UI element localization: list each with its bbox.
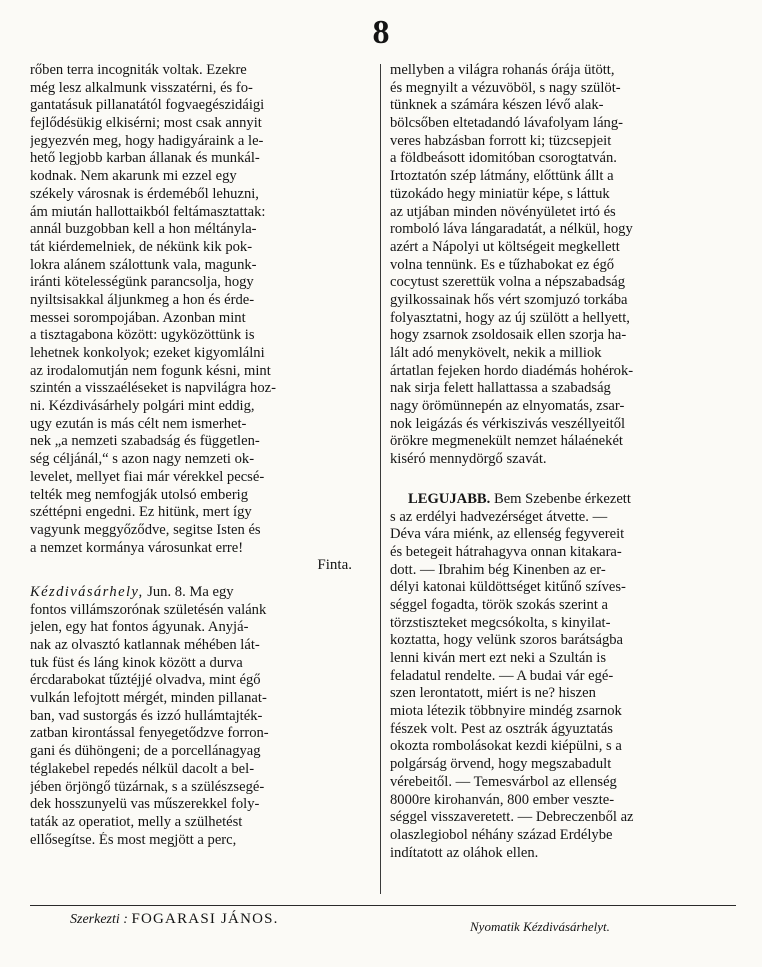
text-line: koztatta, hogy velünk szoros barátságba	[390, 632, 624, 649]
text-line: tünknek a számára készen lévő alak-	[390, 97, 604, 114]
text-line: 8000re kirohanván, 800 ember veszte-	[390, 791, 615, 808]
text-line: és megnyilt a vézuvöböl, s nagy szülöt-	[390, 79, 621, 96]
text-line: nak az olvasztó katlannak méhében lát-	[30, 637, 260, 653]
text-line: fészek volt. Pest az osztrák ágyuztatás	[390, 720, 613, 737]
news-heading: LEGUJABB.	[408, 490, 491, 507]
text-line: gantatásuk pillanatától fogvaegészidáigi	[30, 97, 265, 114]
text-line: ártatlan fejeken hordo diadémás hohérok-	[390, 362, 634, 379]
text-line: jelen, egy hat fontos ágyunak. Anyjá-	[30, 619, 249, 636]
text-line: ellősegítse. És most megjött a perc,	[30, 831, 237, 848]
text-line: polgárság örvend, hogy megszabadult	[390, 756, 612, 773]
text-line: délyi katonai küldöttséget kitűnő szíves-	[390, 579, 626, 596]
printer-credit: Nyomatik Kézdivásárhelyt.	[470, 919, 610, 934]
latest-news-section	[390, 491, 736, 862]
text-line: székely városnak is érdeméből lehuzni,	[30, 185, 259, 202]
text-line: ni. Kézdivásárhely polgári mint eddig,	[30, 398, 255, 415]
article-paragraph	[30, 62, 370, 557]
text-line: romboló láva lángaradatát, a nélkül, hogy	[390, 221, 633, 238]
text-line: a tisztagabona között: ugyközöttünk is	[30, 327, 255, 344]
page-footer	[0, 905, 762, 945]
text-line: még lesz alkalmunk visszatérni, és fo-	[30, 79, 253, 96]
text-line: nagy örömünnepén az elnyomatás, zsar-	[390, 398, 625, 415]
text-line: vulkán lefojtott mérgét, minden pillanat-	[30, 690, 267, 707]
page-number: 8	[372, 14, 390, 51]
dateline-place: Kézdivásárhely,	[30, 583, 144, 600]
text-line: olaszlegiobol néhány század Erdélybe	[390, 826, 613, 843]
text-line: lokra alánem szálottunk vala, magunk-	[30, 256, 257, 273]
text-line: mellyben a világra rohanás órája ütött,	[390, 62, 615, 78]
text-line: az utjában minden növényületet irtó és	[390, 203, 616, 220]
text-line: nak sirja felett hallattassa a szabadság	[390, 380, 611, 397]
text-line: kodnak. Nem akarunk mi ezzel egy	[30, 168, 237, 185]
text-line: a nemzet kormánya városunkat erre!	[30, 539, 244, 556]
text-line: lehetnek konkolyok; ezeket kigyomlálni	[30, 345, 265, 361]
text-line: feladatul rendelte. — A budai vár egé-	[390, 667, 614, 684]
text-line: s az erdélyi hadvezérséget átvette. —	[390, 508, 608, 525]
text-line: indítatott az oláhok ellen.	[390, 844, 539, 861]
text-line: téglakebel repedés nélkül dacolt a bel-	[30, 760, 255, 777]
author-signature: Finta.	[317, 557, 352, 574]
text-line: fontos villámszorónak születésén valánk	[30, 601, 267, 618]
text-line: iránti kötelességünk parancsolja, hogy	[30, 274, 254, 291]
text-line: ugy ezután is más célt nem ismerhet-	[30, 415, 247, 432]
text-line: tát kiérdemelniek, de nékünk kik pok-	[30, 238, 253, 255]
text-line: azért a Nápolyi ut költségeit megkellett	[390, 238, 620, 255]
text-line: folyasztatni, hogy az új szülött a hellyett,	[390, 309, 630, 326]
column-divider	[380, 64, 381, 894]
editor-label: Szerkezti :	[70, 912, 128, 927]
text-line: lált adó menykövelt, nekik a milliok	[390, 345, 602, 361]
text-line: taták az operatiot, melly a szülhetést	[30, 813, 243, 830]
text-line: jében örjöngő tüzárnak, s a szülészsegé-	[30, 778, 265, 795]
text-line: ség céljánál,“ s azon nagy nemzeti ok-	[30, 451, 255, 468]
text-line: széttépni engedni. Ez hitünk, mert így	[30, 504, 252, 521]
text-line	[390, 491, 736, 509]
editor-name: FOGARASI JÁNOS.	[131, 911, 279, 927]
text-line: zatban kirontással fenyegetődzve forron-	[30, 725, 269, 742]
text-line: dek hosszunyelü vas műszerekkel foly-	[30, 796, 260, 813]
text-line: törzstiszteket megcsókolta, s kinyilat-	[390, 614, 611, 631]
text-line: lenni kiván mert ezt neki a Szultán is	[390, 650, 607, 666]
text-line: ban, vad sustorgás és izzó hullámtajték-	[30, 707, 263, 724]
text-line: gyilkossainak hős vért szomjuzó torkába	[390, 291, 628, 308]
right-column	[390, 62, 736, 862]
text-line: veres habzásban forrott ki; tüzcsepjeit	[390, 132, 612, 149]
text-line: vérebeitől. — Temesvárbol az ellenség	[390, 773, 617, 790]
text-line: jegyezvén meg, hogy hadigyáraink a le-	[30, 132, 264, 149]
text-line: nyiltsisakkal áljunkmeg a hon és érde-	[30, 291, 255, 308]
text-line: ám miután hallottaikból feltámasztattak:	[30, 203, 266, 220]
text-line: ércdarabokat tűztéjjé olvadva, mint égő	[30, 672, 261, 689]
text-line: bölcsőben eltetadandó lávafolyam láng-	[390, 115, 624, 132]
text-line: Irtoztatón szép látmány, előttünk állt a	[390, 168, 614, 185]
text-line: nok leigázás és vérkiszivás veszéllyeitől	[390, 415, 626, 432]
text-line: Déva vára miénk, az ellenség fegyvereit	[390, 526, 625, 543]
article-continuation	[390, 62, 736, 469]
text-line: okozta rombolásokat kezdi kiépülni, s a	[390, 738, 622, 755]
text-line: a földbeásott idomitóban csorogtatván.	[390, 150, 617, 167]
text-line: hető legjobb karban állanak és munkál-	[30, 150, 260, 167]
text-line: szen lerontatott, miért is ne? hiszen	[390, 685, 596, 702]
text-line: annál buzgobban kell a hon méltányla-	[30, 221, 257, 238]
text-line: és betegeit hátrahagyva onnan kitakara-	[390, 543, 622, 560]
text-line: rőben terra incogniták voltak. Ezekre	[30, 62, 247, 78]
footer-rule	[30, 905, 736, 906]
text-line: kiséró mennydörgő szavát.	[390, 451, 547, 468]
dateline-text: Jun. 8. Ma egy	[143, 583, 234, 600]
text-line: nek „a nemzeti szabadság és független-	[30, 433, 260, 450]
text-line: az irodalomutján nem fogunk késni, mint	[30, 362, 271, 379]
text-line: szintén a visszaéléseket is napvilágra hoz-	[30, 380, 276, 397]
text-line: dott. — Ibrahim bég Kinenben az er-	[390, 561, 606, 578]
text-line: levelet, mellyet fiai már vérekkel pecsé-	[30, 468, 265, 485]
left-column	[30, 62, 370, 849]
text-line: tuk füst és láng kinok között a durva	[30, 654, 243, 671]
text-line	[30, 584, 370, 602]
dateline-paragraph	[30, 584, 370, 849]
news-text: Bem Szebenbe érkezett	[490, 490, 631, 507]
text-line: gani és dühöngeni; de a porcellánagyag	[30, 743, 261, 760]
text-line: séggel visszaveretett. — Debreczenből az	[390, 809, 634, 826]
text-line: vagyunk meggyőződve, segitse Isten és	[30, 521, 261, 538]
text-line: örökre megmenekült nemzet hálaénekét	[390, 433, 623, 450]
text-line: tüzokádo hegy miniatür képe, s láttuk	[390, 185, 610, 202]
text-line: messei sorompojában. Azonban mint	[30, 309, 246, 326]
text-line: fejlődésükig elkisérni; most csak annyit	[30, 115, 262, 132]
text-line: séggel fogadta, török szokás szerint a	[390, 596, 609, 613]
text-line: volna tennünk. Es e tűzhabokat ez égő	[390, 256, 615, 273]
text-line: telték meg nemfogják utolsó emberig	[30, 486, 249, 503]
text-line: miota létezik többnyire mindég zsarnok	[390, 703, 622, 720]
editor-credit	[70, 911, 279, 928]
text-line: hogy zsarnok zsoldosaik ellen szorja ha-	[390, 327, 627, 344]
text-line: cocytust szerettük volna a népszabadság	[390, 274, 626, 291]
